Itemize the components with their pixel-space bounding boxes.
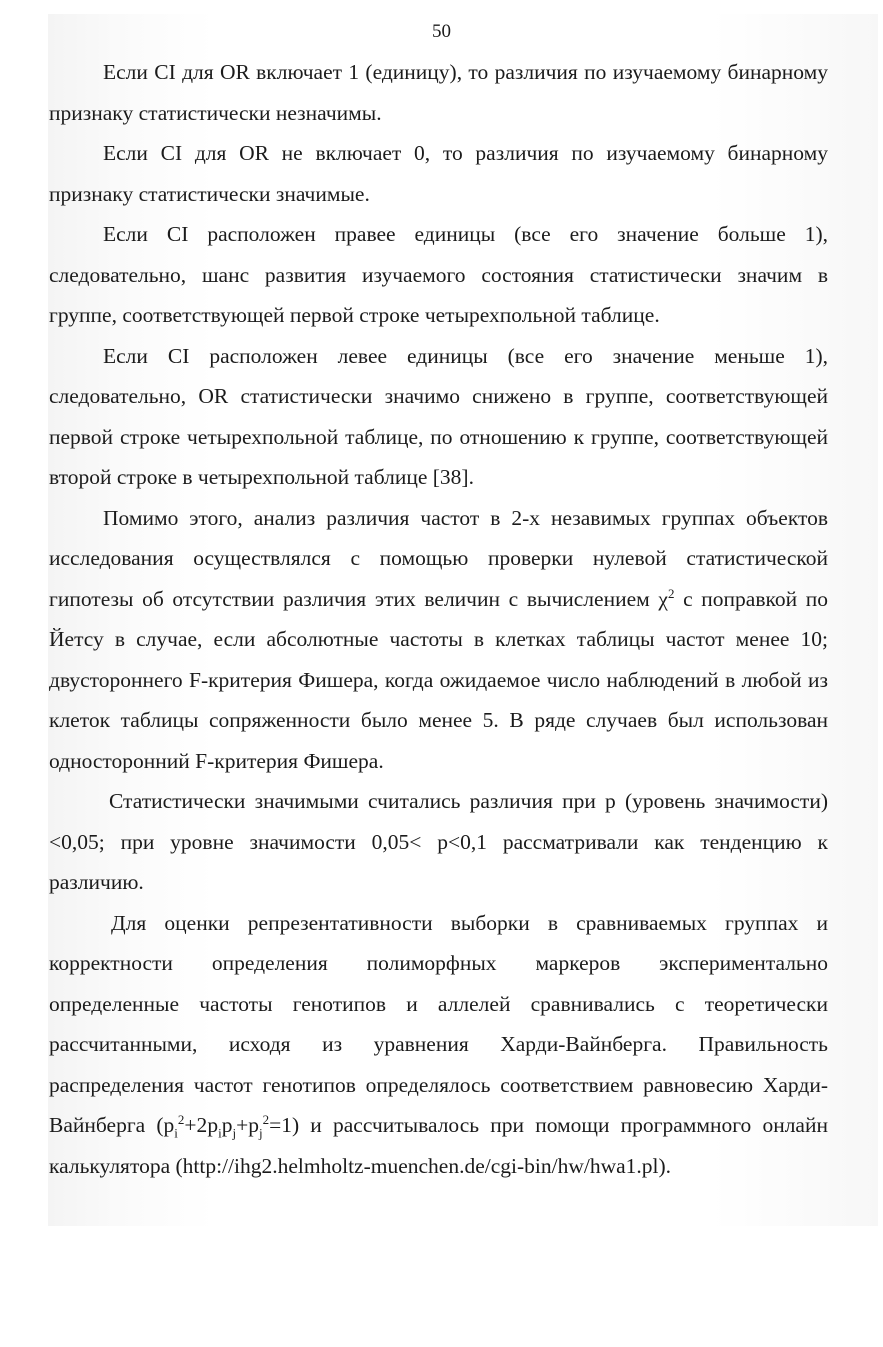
paragraph-text: Помимо этого, анализ различия частот в 2-х незавимых группах объектов исследования осуществлялся с помощью проверки нулевой статистической гипотезы об отсутствии различия этих величин с вычислением [49, 505, 828, 611]
paragraph-ci-excludes-zero: Если CI для OR не включает 0, то различия по изучаемому бинарному признаку статистически значимые. [49, 141, 828, 206]
paragraph-text: с поправкой по Йетсу в случае, если абсолютные частоты в клетках таблицы частот менее 10; двустороннего F-критерия Фишера, когда ожидаемое число наблюдений в любой из клеток таблицы сопряженности было менее 5. В ряде случаев был использован односторонний F-критерия Фишера. [49, 586, 828, 773]
paragraph-ci-right-of-one: Если CI расположен правее единицы (все его значение больше 1), следовательно, шанс развития изучаемого состояния статистически значим в группе, соответствующей первой строке четырехпольной таблице. [49, 222, 828, 327]
paragraph-text: ) и рассчитывалось при помощи программного онлайн калькулятора (http://ihg2.helmholtz-muenchen.de/cgi-bin/hw/hwa1.pl). [49, 1113, 828, 1178]
paragraph-ci-includes-one: Если CI для OR включает 1 (единицу), то различия по изучаемому бинарному признаку статистически незначимы. [49, 60, 828, 125]
document-body [49, 52, 828, 1186]
paragraph-text: Для оценки репрезентативности выборки в сравниваемых группах и корректности определения полиморфных маркеров экспериментально определенные частоты генотипов и аллелей сравнивались с теоретически рассчитанными, исходя из уравнения Харди-Вайнберга. Правильность распределения частот генотипов определялось соответствием равновесию Харди-Вайнберга ( [49, 910, 828, 1137]
paragraph-hardy-weinberg [49, 903, 828, 1187]
chi-superscript: 2 [667, 585, 675, 601]
page-number: 50 [432, 21, 451, 42]
chi-symbol: χ [658, 586, 668, 611]
paragraph-frequency-analysis [49, 498, 828, 782]
hardy-weinberg-formula: $p_i^2+2p_ip_j+p_j^2=1$ [163, 1111, 292, 1141]
paragraph-ci-left-of-one: Если CI расположен левее единицы (все его значение меньше 1), следовательно, OR статистически значимо снижено в группе, соответствующей первой строке четырехпольной таблице, по отношению к группе, соответствующей второй строке в четырехпольной таблице [38]. [49, 343, 828, 489]
paragraph-significance-level: Статистически значимыми считались различия при р (уровень значимости)<0,05; при уровне значимости 0,05< р<0,1 рассматривали как тенденцию к различию. [49, 789, 828, 894]
